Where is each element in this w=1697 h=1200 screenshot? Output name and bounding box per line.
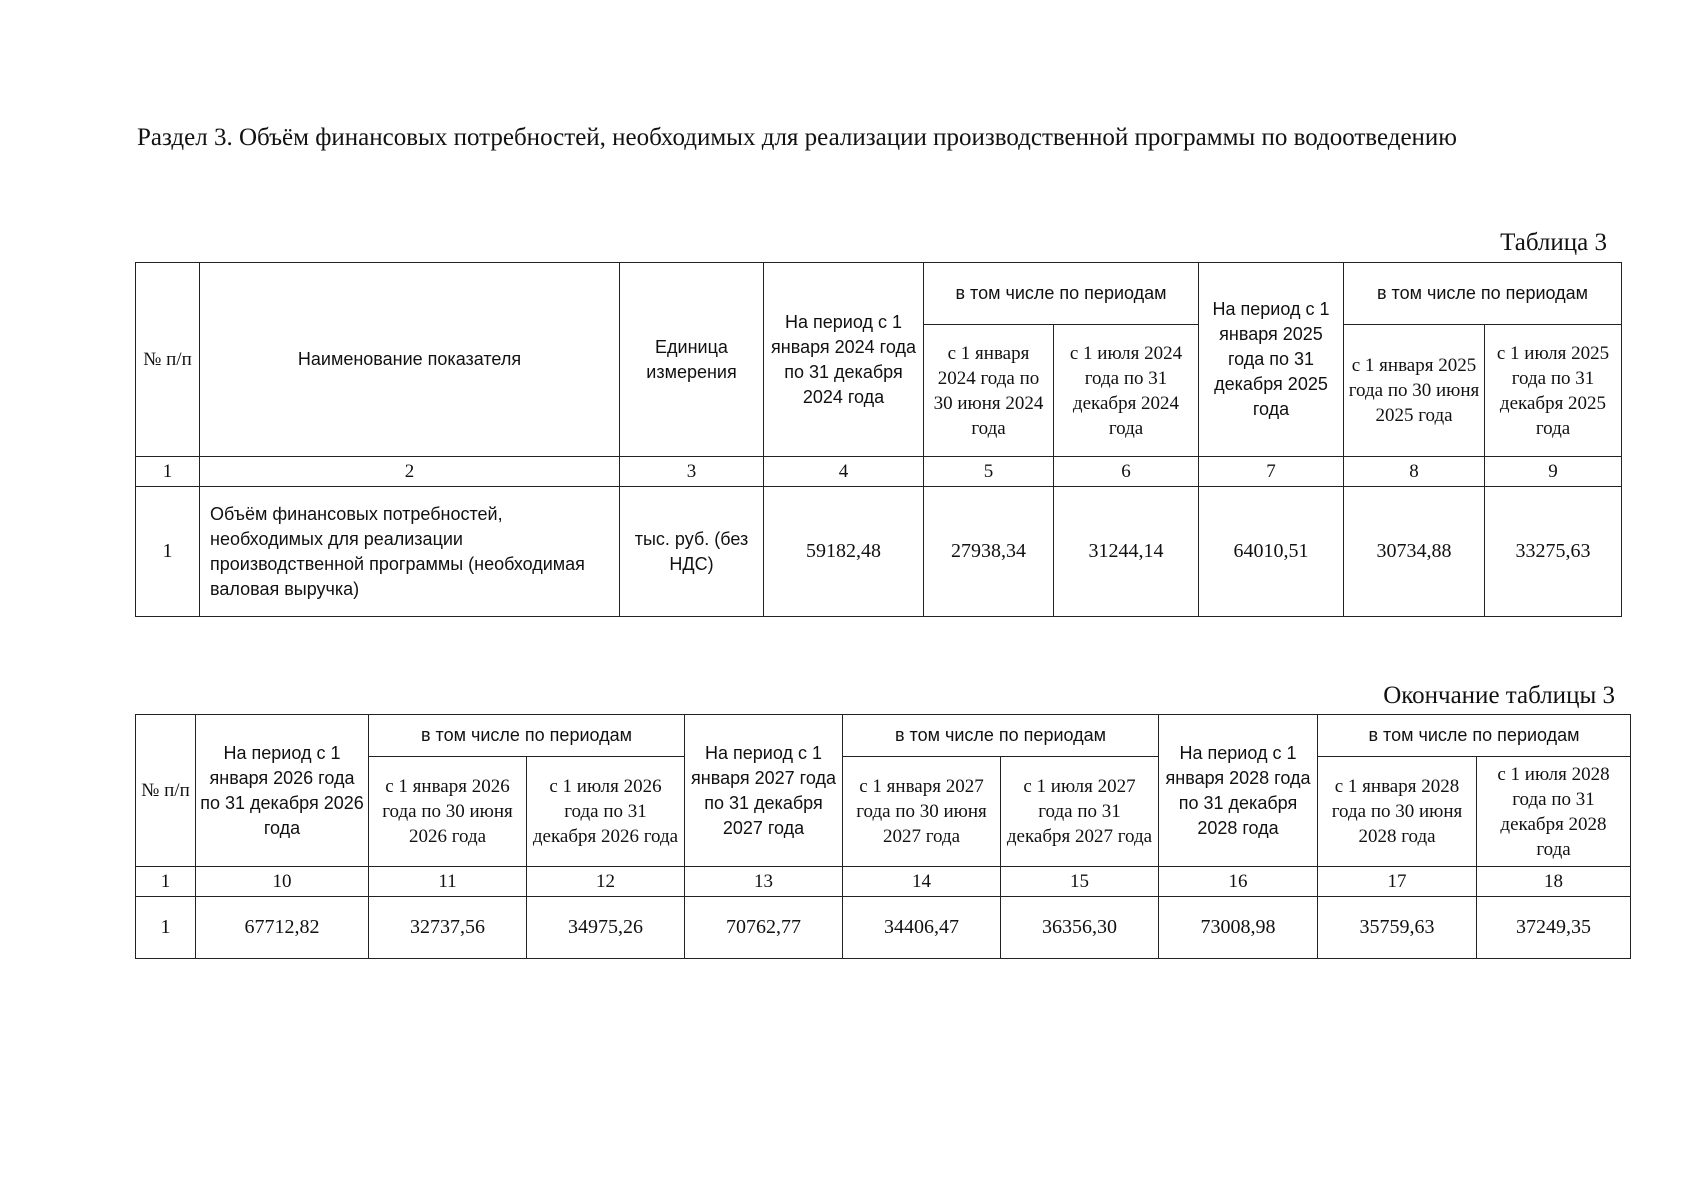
table-row [136, 897, 1631, 959]
header-period-2025: На период с 1 января 2025 года по 31 декабря 2025 года [1199, 263, 1344, 457]
value-h1-2027: 34406,47 [843, 897, 1001, 959]
header-h1-2025: с 1 января 2025 года по 30 июня 2025 года [1344, 325, 1485, 457]
financial-needs-table [135, 262, 1622, 617]
header-num: № п/п [136, 715, 196, 867]
header-h1-2026: с 1 января 2026 года по 30 июня 2026 года [369, 757, 527, 867]
column-number: 3 [620, 457, 764, 487]
column-number: 15 [1001, 867, 1159, 897]
header-subperiods-2024: в том числе по периодам [924, 263, 1199, 325]
value-h1-2024: 27938,34 [924, 487, 1054, 617]
column-number: 1 [136, 457, 200, 487]
header-subperiods-2025: в том числе по периодам [1344, 263, 1622, 325]
column-number: 11 [369, 867, 527, 897]
header-period-2026: На период с 1 января 2026 года по 31 декабря 2026 года [196, 715, 369, 867]
value-period-2028: 73008,98 [1159, 897, 1318, 959]
header-num: № п/п [136, 263, 200, 457]
column-number: 8 [1344, 457, 1485, 487]
column-number: 5 [924, 457, 1054, 487]
column-number: 16 [1159, 867, 1318, 897]
column-number-row [136, 457, 1622, 487]
header-h2-2027: с 1 июля 2027 года по 31 декабря 2027 года [1001, 757, 1159, 867]
header-period-2024: На период с 1 января 2024 года по 31 декабря 2024 года [764, 263, 924, 457]
column-number: 17 [1318, 867, 1477, 897]
value-h2-2028: 37249,35 [1477, 897, 1631, 959]
value-h2-2026: 34975,26 [527, 897, 685, 959]
header-unit: Единица измерения [620, 263, 764, 457]
header-subperiods-2028: в том числе по периодам [1318, 715, 1631, 757]
value-period-2024: 59182,48 [764, 487, 924, 617]
header-period-2027: На период с 1 января 2027 года по 31 декабря 2027 года [685, 715, 843, 867]
column-number: 10 [196, 867, 369, 897]
header-h2-2024: с 1 июля 2024 года по 31 декабря 2024 года [1054, 325, 1199, 457]
header-h1-2028: с 1 января 2028 года по 30 июня 2028 года [1318, 757, 1477, 867]
value-h2-2025: 33275,63 [1485, 487, 1622, 617]
column-number: 9 [1485, 457, 1622, 487]
column-number: 18 [1477, 867, 1631, 897]
value-h2-2027: 36356,30 [1001, 897, 1159, 959]
value-period-2026: 67712,82 [196, 897, 369, 959]
financial-needs-table-continuation [135, 714, 1631, 959]
row-unit: тыс. руб. (без НДС) [620, 487, 764, 617]
column-number: 6 [1054, 457, 1199, 487]
value-period-2027: 70762,77 [685, 897, 843, 959]
header-h1-2027: с 1 января 2027 года по 30 июня 2027 года [843, 757, 1001, 867]
header-subperiods-2027: в том числе по периодам [843, 715, 1159, 757]
section-heading: Раздел 3. Объём финансовых потребностей, необходимых для реализации производственной программы по водоотведению [137, 124, 1457, 151]
column-number: 13 [685, 867, 843, 897]
header-h2-2025: с 1 июля 2025 года по 31 декабря 2025 года [1485, 325, 1622, 457]
value-h1-2028: 35759,63 [1318, 897, 1477, 959]
header-indicator-name: Наименование показателя [200, 263, 620, 457]
column-number-row [136, 867, 1631, 897]
table-caption: Таблица 3 [1500, 229, 1607, 256]
table-continuation-caption: Окончание таблицы 3 [1383, 682, 1615, 709]
row-num: 1 [136, 487, 200, 617]
column-number: 7 [1199, 457, 1344, 487]
value-h2-2024: 31244,14 [1054, 487, 1199, 617]
value-h1-2025: 30734,88 [1344, 487, 1485, 617]
value-h1-2026: 32737,56 [369, 897, 527, 959]
column-number: 1 [136, 867, 196, 897]
header-period-2028: На период с 1 января 2028 года по 31 декабря 2028 года [1159, 715, 1318, 867]
column-number: 14 [843, 867, 1001, 897]
header-h1-2024: с 1 января 2024 года по 30 июня 2024 года [924, 325, 1054, 457]
header-subperiods-2026: в том числе по периодам [369, 715, 685, 757]
column-number: 2 [200, 457, 620, 487]
column-number: 12 [527, 867, 685, 897]
header-h2-2028: с 1 июля 2028 года по 31 декабря 2028 года [1477, 757, 1631, 867]
header-h2-2026: с 1 июля 2026 года по 31 декабря 2026 года [527, 757, 685, 867]
column-number: 4 [764, 457, 924, 487]
row-indicator-name: Объём финансовых потребностей, необходимых для реализации производственной программы (необходимая валовая выручка) [200, 487, 620, 617]
row-num: 1 [136, 897, 196, 959]
table-row [136, 487, 1622, 617]
value-period-2025: 64010,51 [1199, 487, 1344, 617]
